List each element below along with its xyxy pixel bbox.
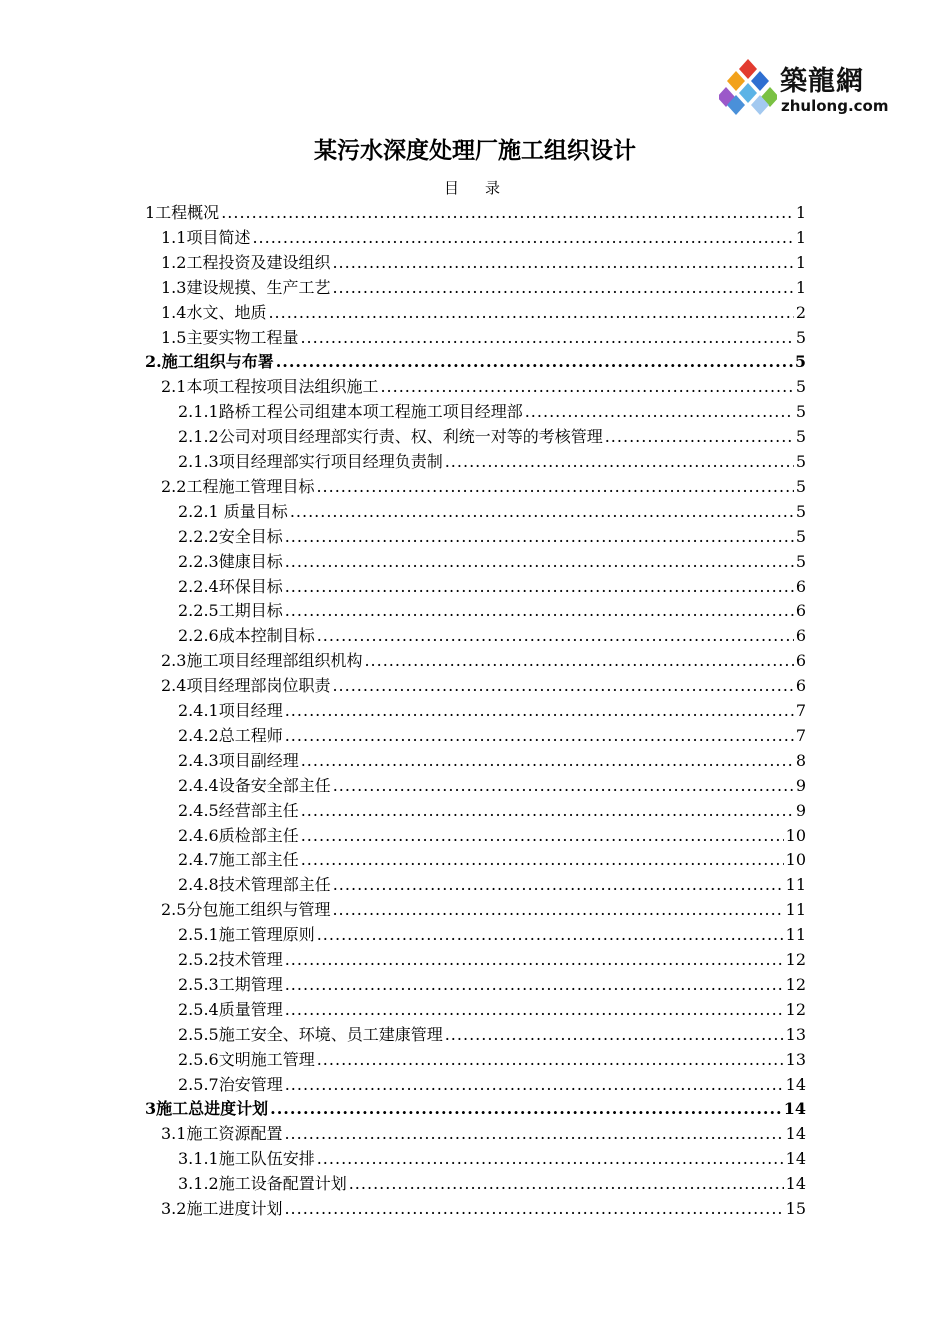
toc-entry-label: 2.4.7施工部主任	[178, 850, 299, 870]
toc-entry[interactable]	[0, 423, 950, 447]
toc-entry-page-number: 6	[795, 676, 806, 696]
toc-dot-leader	[284, 1199, 783, 1219]
toc-entry[interactable]	[0, 299, 950, 323]
toc-dot-leader	[333, 875, 784, 895]
toc-dot-leader	[316, 477, 793, 497]
toc-entry[interactable]	[0, 1046, 950, 1070]
toc-entry[interactable]	[0, 523, 950, 547]
toc-entry[interactable]	[0, 846, 950, 870]
toc-entry-label: 2.2.6成本控制目标	[178, 626, 315, 646]
toc-entry-label: 2.1本项工程按项目法组织施工	[161, 377, 379, 397]
toc-entry-label: 2.1.2公司对项目经理部实行责、权、利统一对等的考核管理	[178, 427, 603, 447]
toc-dot-leader	[221, 203, 794, 223]
toc-entry-label: 2.5.4质量管理	[178, 999, 283, 1019]
toc-dot-leader	[332, 278, 793, 298]
toc-dot-leader	[252, 228, 793, 248]
toc-entry-label: 3.1施工资源配置	[161, 1124, 283, 1144]
toc-dot-leader	[268, 303, 793, 323]
toc-entry[interactable]	[0, 548, 950, 572]
toc-entry-page-number: 14	[785, 1174, 806, 1194]
toc-entry[interactable]	[0, 448, 950, 472]
toc-entry-page-number: 14	[785, 1074, 806, 1094]
toc-entry-label: 2.5.1施工管理原则	[178, 925, 315, 945]
toc-entry-label: 2.4.6质检部主任	[178, 825, 299, 845]
toc-entry-page-number: 5	[795, 402, 806, 422]
toc-entry-page-number: 8	[795, 750, 806, 770]
toc-entry-label: 2.2.2安全目标	[178, 526, 283, 546]
toc-entry[interactable]	[0, 1021, 950, 1045]
toc-dot-leader	[525, 402, 794, 422]
toc-entry[interactable]	[0, 971, 950, 995]
toc-dot-leader	[270, 1099, 782, 1119]
toc-entry[interactable]	[0, 871, 950, 895]
toc-entry-page-number: 1	[795, 277, 806, 297]
toc-dot-leader	[349, 1174, 784, 1194]
toc-entry-page-number: 5	[795, 452, 806, 471]
toc-entry[interactable]	[0, 896, 950, 920]
toc-entry-page-number: 5	[795, 501, 806, 521]
toc-entry-page-number: 5	[795, 327, 806, 347]
toc-entry-label: 2.2.3健康目标	[178, 551, 283, 571]
toc-entry-page-number: 9	[795, 800, 806, 820]
toc-entry[interactable]	[0, 473, 950, 497]
toc-entry-page-number: 1	[795, 227, 806, 247]
toc-entry-page-number: 5	[795, 476, 806, 496]
toc-dot-leader	[317, 1149, 784, 1169]
toc-entry-label: 2.4.8技术管理部主任	[178, 875, 331, 895]
toc-entry[interactable]	[0, 274, 950, 298]
toc-entry-label: 2.5.2技术管理	[178, 950, 283, 969]
toc-entry-page-number: 14	[785, 1124, 806, 1144]
toc-dot-leader	[285, 975, 784, 995]
toc-entry[interactable]	[0, 1071, 950, 1095]
logo-english-text: zhulong.com	[781, 97, 889, 115]
toc-dot-leader	[317, 626, 794, 646]
toc-dot-leader	[301, 850, 784, 870]
toc-entry[interactable]	[0, 348, 950, 372]
toc-dot-leader	[285, 527, 794, 547]
toc-entry[interactable]	[0, 573, 950, 597]
toc-entry-page-number: 1	[795, 203, 806, 222]
toc-entry-page-number: 6	[795, 601, 806, 621]
toc-dot-leader	[445, 452, 794, 472]
toc-entry-label: 2.4.3项目副经理	[178, 750, 299, 770]
toc-entry[interactable]	[0, 672, 950, 696]
toc-entry-label: 2.2.4环保目标	[178, 576, 283, 596]
toc-entry-label: 1.1项目简述	[161, 227, 251, 247]
toc-entry-label: 2.4项目经理部岗位职责	[161, 676, 331, 696]
toc-entry-page-number: 15	[785, 1199, 806, 1218]
toc-entry-label: 3施工总进度计划	[145, 1099, 269, 1119]
toc-dot-leader	[317, 925, 784, 945]
toc-dot-leader	[285, 552, 794, 572]
logo-chinese-text: 築龍網	[780, 66, 864, 97]
toc-entry-label: 2.4.4设备安全部主任	[178, 775, 331, 795]
toc-dot-leader	[285, 577, 794, 597]
toc-entry-page-number: 12	[785, 974, 806, 994]
toc-entry-label: 2.2.5工期目标	[178, 601, 283, 621]
toc-entry[interactable]	[0, 946, 950, 970]
toc-entry[interactable]	[0, 747, 950, 771]
toc-entry[interactable]	[0, 797, 950, 821]
toc-entry-page-number: 6	[795, 576, 806, 596]
toc-entry-label: 2.5分包施工组织与管理	[161, 900, 331, 920]
toc-entry-label: 3.1.2施工设备配置计划	[178, 1174, 347, 1194]
toc-dot-leader	[276, 352, 793, 372]
toc-entry[interactable]	[0, 822, 950, 846]
toc-entry-page-number: 12	[785, 950, 806, 969]
toc-entry-label: 1.3建设规摸、生产工艺	[161, 277, 331, 297]
toc-entry-label: 2.4.5经营部主任	[178, 800, 299, 820]
toc-entry-label: 2.1.3项目经理部实行项目经理负责制	[178, 452, 443, 471]
toc-dot-leader	[332, 253, 793, 273]
toc-entry[interactable]	[0, 373, 950, 397]
toc-dot-leader	[380, 377, 793, 397]
toc-entry[interactable]	[0, 622, 950, 646]
toc-entry-page-number: 11	[785, 900, 806, 920]
toc-dot-leader	[300, 328, 793, 348]
toc-entry-label: 2.2.1 质量目标	[178, 501, 288, 521]
toc-entry-page-number: 10	[785, 825, 806, 845]
toc-entry-page-number: 10	[785, 850, 806, 870]
toc-entry-page-number: 13	[785, 1024, 806, 1044]
toc-dot-leader	[333, 776, 794, 796]
toc-entry-page-number: 1	[795, 252, 806, 272]
toc-entry-page-number: 7	[795, 701, 806, 720]
toc-entry[interactable]	[0, 199, 950, 223]
toc-dot-leader	[332, 900, 783, 920]
toc-entry-page-number: 13	[785, 1049, 806, 1069]
toc-entry-page-number: 6	[795, 626, 806, 646]
toc-entry-page-number: 7	[795, 725, 806, 745]
toc-entry-page-number: 5	[794, 352, 806, 372]
toc-dot-leader	[285, 701, 794, 721]
toc-entry-label: 2.5.7治安管理	[178, 1074, 283, 1094]
toc-entry[interactable]	[0, 498, 950, 522]
toc-entry[interactable]	[0, 772, 950, 796]
document-title: 某污水深度处理厂施工组织设计	[314, 137, 636, 164]
toc-entry-page-number: 11	[785, 875, 806, 895]
toc-entry-label: 2.4.1项目经理	[178, 701, 283, 720]
toc-entry[interactable]	[0, 597, 950, 621]
toc-dot-leader	[285, 1075, 784, 1095]
toc-entry-label: 2.施工组织与布署	[145, 352, 274, 372]
toc-entry[interactable]	[0, 722, 950, 746]
toc-entry[interactable]	[0, 1170, 950, 1194]
toc-entry-label: 3.1.1施工队伍安排	[178, 1149, 315, 1169]
toc-entry[interactable]	[0, 1145, 950, 1169]
toc-dot-leader	[301, 826, 784, 846]
toc-entry[interactable]	[0, 224, 950, 248]
toc-entry[interactable]	[0, 996, 950, 1020]
toc-dot-leader	[285, 726, 794, 746]
toc-entry-label: 1.5主要实物工程量	[161, 327, 299, 347]
toc-dot-leader	[284, 1124, 783, 1144]
toc-entry[interactable]	[0, 697, 950, 721]
toc-dot-leader	[285, 601, 794, 621]
toc-entry-page-number: 5	[795, 551, 806, 571]
toc-dot-leader	[445, 1025, 784, 1045]
toc-entry-label: 2.1.1路桥工程公司组建本项工程施工项目经理部	[178, 402, 523, 422]
toc-entry[interactable]	[0, 647, 950, 671]
toc-dot-leader	[285, 1000, 784, 1020]
toc-entry-label: 2.5.6文明施工管理	[178, 1049, 315, 1069]
toc-entry-page-number: 11	[785, 925, 806, 945]
toc-entry-page-number: 2	[795, 302, 806, 322]
toc-entry-label: 1工程概况	[145, 203, 220, 222]
toc-dot-leader	[364, 651, 793, 671]
toc-heading: 目录	[443, 179, 526, 197]
toc-entry-page-number: 5	[795, 526, 806, 546]
toc-entry-page-number: 14	[783, 1099, 806, 1119]
toc-entry[interactable]	[0, 1195, 950, 1219]
toc-dot-leader	[301, 801, 794, 821]
toc-entry-label: 1.2工程投资及建设组织	[161, 252, 331, 272]
toc-entry-page-number: 14	[785, 1149, 806, 1169]
toc-dot-leader	[317, 1050, 784, 1070]
toc-dot-leader	[332, 676, 793, 696]
toc-entry[interactable]	[0, 398, 950, 422]
toc-entry-label: 2.5.5施工安全、环境、员工建康管理	[178, 1024, 443, 1044]
toc-entry[interactable]	[0, 1095, 950, 1119]
toc-entry-page-number: 5	[795, 377, 806, 397]
toc-entry-label: 3.2施工进度计划	[161, 1199, 283, 1218]
toc-entry[interactable]	[0, 324, 950, 348]
toc-entry[interactable]	[0, 921, 950, 945]
toc-entry-page-number: 5	[795, 427, 806, 447]
zhulong-emblem-icon	[719, 57, 777, 119]
toc-entry-page-number: 6	[795, 651, 806, 671]
zhulong-logo	[719, 53, 889, 125]
toc-entry-page-number: 9	[795, 775, 806, 795]
toc-entry[interactable]	[0, 249, 950, 273]
toc-entry-label: 2.2工程施工管理目标	[161, 476, 315, 496]
toc-entry-page-number: 12	[785, 999, 806, 1019]
toc-dot-leader	[301, 751, 794, 771]
toc-entry-label: 1.4水文、地质	[161, 302, 267, 322]
toc-entry-label: 2.3施工项目经理部组织机构	[161, 651, 363, 671]
toc-dot-leader	[290, 502, 794, 522]
toc-dot-leader	[285, 950, 784, 970]
toc-dot-leader	[605, 427, 794, 447]
toc-entry-label: 2.4.2总工程师	[178, 725, 283, 745]
toc-entry-label: 2.5.3工期管理	[178, 974, 283, 994]
toc-entry[interactable]	[0, 1120, 950, 1144]
